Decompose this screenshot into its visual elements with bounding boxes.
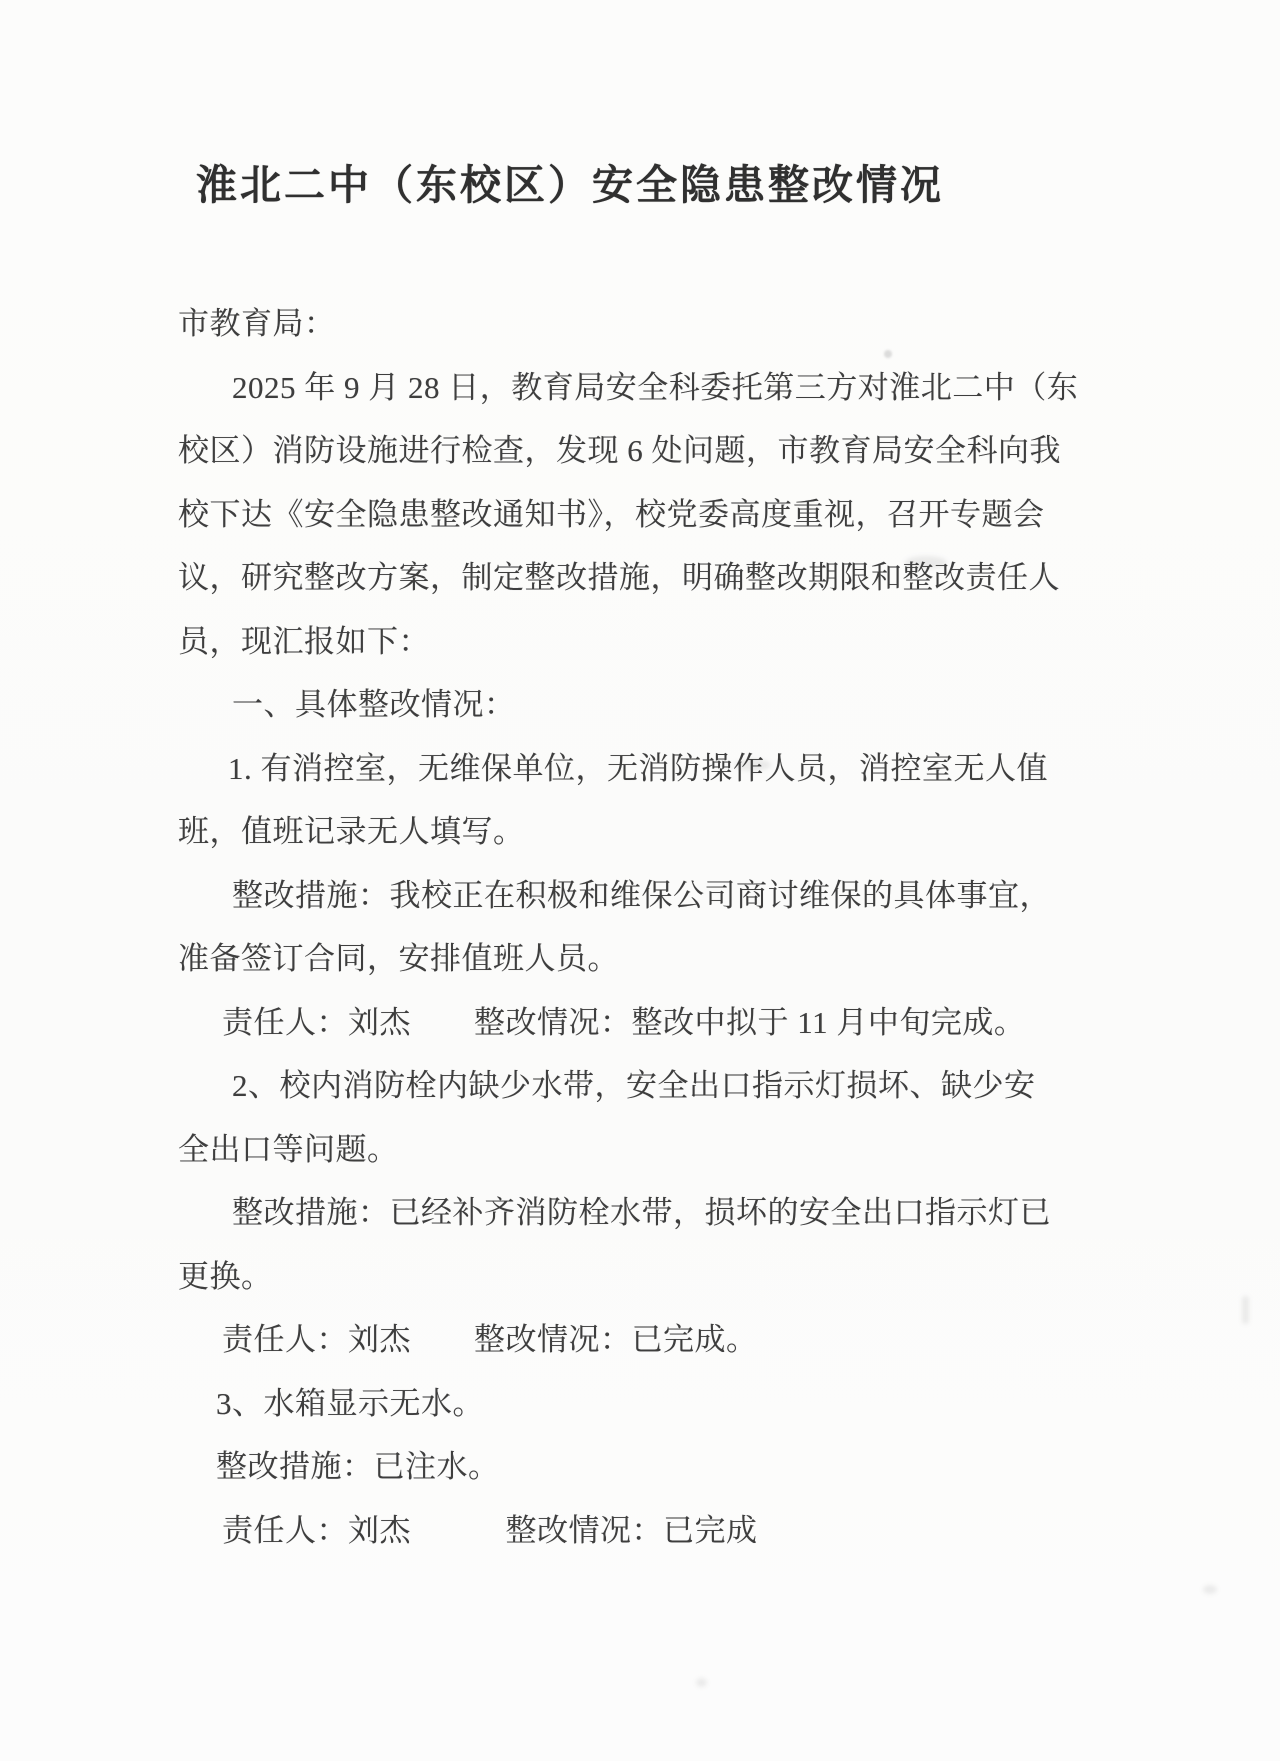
scan-artifact [1203, 1585, 1217, 1594]
text-line: 班，值班记录无人填写。 [178, 814, 525, 849]
text-line: 议，研究整改方案，制定整改措施，明确整改期限和整改责任人 [178, 560, 1060, 595]
scan-artifact [905, 556, 947, 569]
scan-artifact [884, 350, 892, 358]
text-line: 更换。 [178, 1258, 273, 1294]
text-line: 2、校内消防栓内缺少水带，安全出口指示灯损坏、缺少安 [232, 1068, 1036, 1103]
text-line: 整改措施：已经补齐消防栓水带，损坏的安全出口指示灯已 [232, 1195, 1051, 1230]
text-line: 校区）消防设施进行检查，发现 6 处问题，市教育局安全科向我 [178, 433, 1061, 468]
scan-artifact [1242, 1296, 1249, 1324]
text-line: 整改措施：已注水。 [216, 1449, 500, 1484]
text-line: 校下达《安全隐患整改通知书》，校党委高度重视，召开专题会 [178, 496, 1045, 532]
text-line: 准备签订合同，安排值班人员。 [178, 941, 619, 976]
text-line: 整改措施：我校正在积极和维保公司商讨维保的具体事宜， [232, 877, 1051, 913]
text-line: 责任人：刘杰 整改情况：已完成。 [222, 1322, 758, 1357]
scan-artifact [696, 1678, 707, 1687]
document-title: 淮北二中（东校区）安全隐患整改情况 [196, 162, 944, 208]
text-line: 2025 年 9 月 28 日，教育局安全科委托第三方对淮北二中（东 [232, 369, 1079, 405]
text-line: 员，现汇报如下： [178, 623, 430, 659]
text-line: 市教育局： [178, 306, 336, 341]
text-line: 一、具体整改情况： [232, 687, 516, 722]
text-line: 责任人：刘杰 整改情况：整改中拟于 11 月中旬完成。 [222, 1004, 1026, 1040]
scan-artifact [735, 759, 771, 771]
text-line: 1. 有消控室，无维保单位，无消防操作人员，消控室无人值 [228, 750, 1048, 786]
document-body [178, 292, 1079, 1562]
text-line: 3、水箱显示无水。 [216, 1385, 484, 1421]
text-line: 责任人：刘杰 整改情况：已完成 [222, 1512, 758, 1548]
text-line: 全出口等问题。 [178, 1131, 399, 1167]
